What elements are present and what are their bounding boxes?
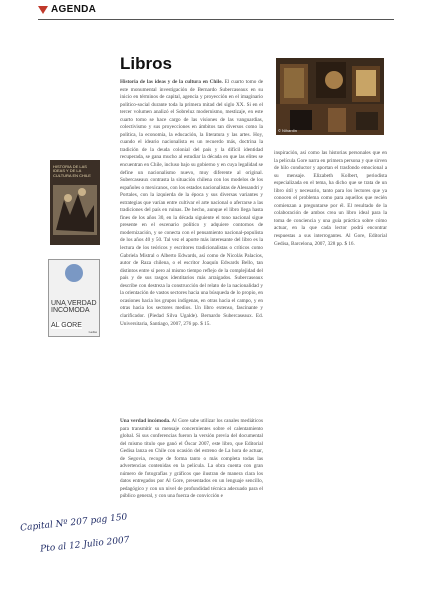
cover-publisher: Gedisa: [88, 330, 97, 334]
article-heading: Una verdad incómoda.: [120, 418, 171, 424]
handwritten-note: Pto al 12 Julio 2007: [39, 535, 130, 555]
handwritten-note: Capital Nº 207 pag 150: [19, 512, 128, 534]
cover-title: HISTORIA DE LAS IDEAS Y DE LA CULTURA EN CHILE: [53, 164, 91, 178]
article-historia: [120, 79, 263, 328]
photo-illustration: [276, 58, 384, 135]
section-label: AGENDA: [51, 4, 97, 15]
cover-title: UNA VERDAD INCÓMODA: [51, 300, 97, 314]
article-verdad: [120, 418, 263, 501]
book-cover-verdad: [48, 259, 100, 337]
earth-icon: [65, 264, 83, 282]
article-verdad-continued: [274, 150, 387, 248]
article-heading: Historia de las ideas y de la cultura en Chile.: [120, 79, 223, 85]
article-body: El cuarto tomo de este monumental investigación de Bernardo Subercaseaux en su inicio en términos de capital, agencia y proyección en el imaginario político-social durante toda la primera mitad del siglo XX. Si en el tercer volumen analizó el Sobreluz modernismo, mestizaje, en este cuarto tomo se hace cargo de las visiones de las vanguardias, colectivismo y sus proyecciones en ámbitos tan diversos como la política, la economía, la educación, la literatura y las artes. Hoy, cuando el ideario nacionalista es un recuerdo más, doctrina la tradición de la deuda colonial del país y la difícil identidad recuperada, se gana mucho al estudiar la década en que las elites se encuentran en Chile, incluso bajo su gobierno y en cuya legalidad se define un nacionalismo nuevo, muy diferente al original. Subercaseaux contrasta la situación chilena con los modelos de los españoles o mexicanos, con los estados nacionalistas de Alessandri y Portales, con la izquierda de la época y sus diversas variantes y estrategias que varían entre cultivar el arte nacional o aferrarse a las tradiciones del país en ruinas. De hecho, aunque el libro llega hasta fines de los años 30, en la década siguiente el tono nacional sigue presente en el escenario político y adquiere contornos de modernización, y se conecta con el pensamiento nacional-populista de los años 40 y 50. Tal vez el aporte más interesante del libro es la lectura de los teóricos y escritores tradicionalistas o críticos como Gabriela Mistral o Alberto Edwards, así como de Nicolás Palacios, autor de Raza chilena, o el escritor Joaquín Edwards Bello, tan distintos entre sí pero al mismo tiempo reflejo de la complejidad del país y de sus rasgos identitarios más arraigados. Subercaseaux describe con destreza la construcción del relato de la nacionalidad y la orientación de vastos sectores hacia una búsqueda de lo propio, en ocasiones hacia los grupos indígenas, en otras hacia el campo, y en otras hacia los sectores medios. Un libro extenso, fascinante y clarificador. (Piedad Silva Ugalde). Bernardo Subercaseaux. Ed. Universitaria, Santiago, 2007, 276 pp. $ 15.: [120, 79, 263, 327]
article-body: Al Gore sabe utilizar los canales mediáticos para transmitir su mensaje concernientes sobre el calentamiento global. Si sus conferencias fueron la versión previa del documental del mismo título que ganó el Óscar 2007, este libro, que Editorial Gedisa lanza en Chile con ocasión del estreno de La hora de actuar, de Segovia, recoge de forma tanto o más completa todas las advertencias contenidas en la película. La obra cuenta con gran número de fotografías y gráficos que ilustran de manera clara los datos entregados por Al Gore, presentados en un lenguaje sencillo, pedagógico y con un nivel de profundidad técnica adecuado para el público general, y con una fuerza de convicción e: [120, 418, 263, 500]
triangle-icon: [38, 6, 48, 14]
section-header: [38, 4, 96, 15]
header-rule: [38, 19, 394, 20]
author-photo: [276, 58, 384, 135]
photo-caption: © Nihardin: [278, 128, 297, 133]
cover-author: AL GORE: [51, 322, 82, 329]
book-cover-historia: [50, 160, 100, 245]
article-body: inspiración, así como las historias personales que en la película Gore narra en primera persona y que sirven de hilo conductor y aportan el trasfondo emocional a su mensaje. Elizabeth Kolbert, periodista especializada en el tema, ha dicho que se trata de un libro útil y necesario, tanto para los lectores que ya conocen el problema como para aquellos que recién comienzan a preguntarse por él. El resultado de la colaboración de ambos crea un libro ideal para la toma de conciencia y una guía práctica sobre cómo actuar, en la que cada lector podrá encontrar respuestas a sus interrogantes. Al Gore, Editorial Gedisa, Barcelona, 2007, 328 pp. $ 16.: [274, 150, 387, 247]
page-title: Libros: [120, 54, 172, 73]
